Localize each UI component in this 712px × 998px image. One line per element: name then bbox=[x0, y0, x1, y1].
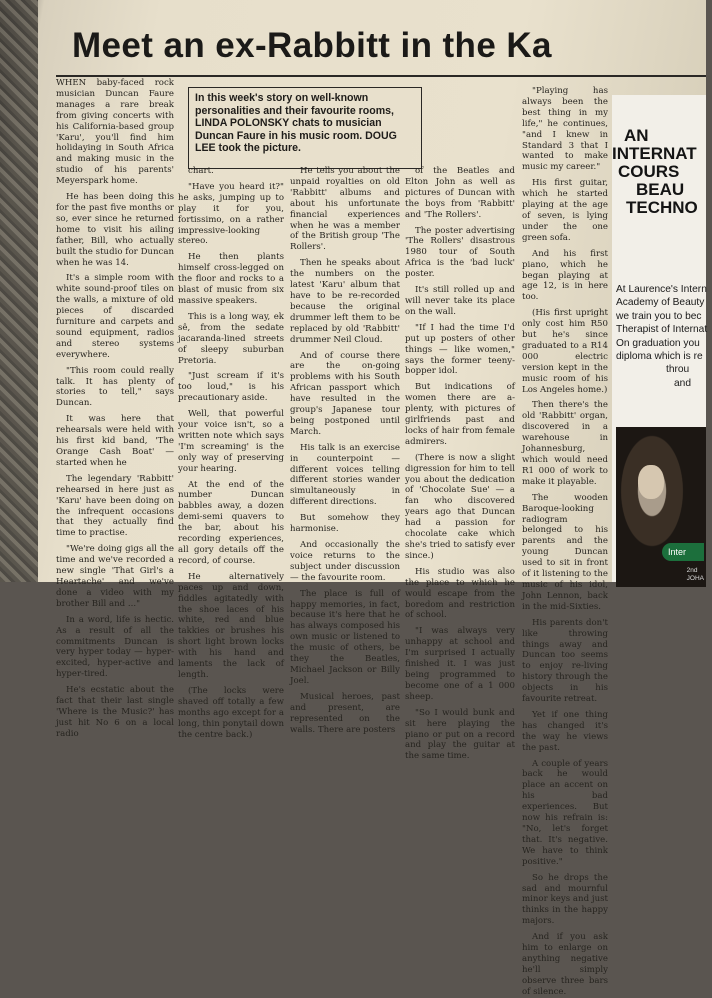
article-paragraph: The legendary 'Rabbitt' rehearsed in here just as 'Karu' have been doing on the infrequent occasions that they actually find time to practise. bbox=[56, 473, 174, 539]
article-column-2 bbox=[178, 166, 284, 740]
article-paragraph: "Playing has always been the best thing in my life," he continues, "and I knew in Standard 3 that I wanted to make music my career." bbox=[522, 86, 608, 173]
article-paragraph: The place is full of happy memories, in fact, because it's here that he has always composed his own music or listened to the music of others, be they the Beatles, Michael Jackson or Billy Joel. bbox=[290, 588, 400, 686]
article-paragraph: He's ecstatic about the fact that their last single 'Where is the Music?' has just hit No 6 on a local radio bbox=[56, 685, 174, 739]
article-paragraph: "I was always very unhappy at school and I'm surprised I actually finished it. I was just being programmed to become one of a 1 000 sheep. bbox=[405, 626, 515, 702]
article-paragraph: He has been doing this for the past five months or so, ever since he returned home to visit his ailing father, Bill, who actually built the studio for Duncan when he was 14. bbox=[56, 192, 174, 268]
ad-body-text bbox=[616, 283, 708, 390]
fabric-background bbox=[0, 0, 38, 582]
ad-photo-code-line: 2nd bbox=[686, 567, 698, 574]
ad-heading-line: AN bbox=[624, 126, 649, 145]
ad-heading-line: COURS bbox=[618, 162, 680, 181]
ad-body-line: Academy of Beauty bbox=[616, 297, 705, 309]
ad-body-line: On graduation you bbox=[616, 337, 700, 349]
article-column-5 bbox=[522, 86, 608, 997]
article-paragraph: Musical heroes, past and present, are represented on the walls. There are posters bbox=[290, 691, 400, 735]
article-paragraph: In a word, life is hectic. As a result of all the commitments Duncan is very hyper today — hyper-excited, hyper-active and hyper-tired. bbox=[56, 614, 174, 680]
article-paragraph: of the Beatles and Elton John as well as pictures of Duncan with the boys from 'Rabbitt' and 'The Rollers'. bbox=[405, 166, 515, 220]
ad-model-photo bbox=[616, 427, 706, 587]
article-paragraph: It's still rolled up and will never take its place on the wall. bbox=[405, 285, 515, 317]
intro-box: In this week's story on well-known personalities and their favourite rooms, LINDA POLONSKY chats to musician Duncan Faure in his music room. DOUG LEE took the picture. bbox=[188, 87, 422, 169]
article-paragraph: The poster advertising 'The Rollers' disastrous 1980 tour of South Africa is the 'bad luck' poster. bbox=[405, 225, 515, 280]
article-paragraph: And his first piano, which he began playing at age 12, is in here too. bbox=[522, 248, 608, 303]
ad-heading-line: TECHNO bbox=[626, 198, 698, 217]
article-paragraph: "This room could really talk. It has plenty of stories to tell," says Duncan. bbox=[56, 365, 174, 409]
ad-body-line: throu bbox=[666, 364, 690, 376]
ad-body-line: Therapist of Internat bbox=[616, 324, 708, 336]
article-paragraph: (His first upright only cost him R50 but he's since graduated to a R14 000 electric version kept in the music room of his Los Angeles home.) bbox=[522, 308, 608, 395]
article-paragraph: So he drops the sad and mournful minor keys and just thinks in the happy majors. bbox=[522, 872, 608, 927]
article-paragraph: A couple of years back he would place an accent on his bad experiences. But now his refrain is: "No, let's forget that. It's negative. We have to think positive." bbox=[522, 758, 608, 867]
article-paragraph: And of course there are the on-going problems with his South African passport which have resulted in the group's Japanese tour being postponed until March. bbox=[290, 350, 400, 437]
article-paragraph: And if you ask him to enlarge on anything negative he'll simply observe three bars of silence. bbox=[522, 932, 608, 997]
ad-heading-line: INTERNAT bbox=[612, 144, 697, 163]
article-paragraph: "Just scream if it's too loud," is his precautionary aside. bbox=[178, 371, 284, 404]
article-paragraph: He then plants himself cross-legged on the floor and rocks to a blast of music from six massive speakers. bbox=[178, 252, 284, 306]
article-paragraph: Yet if one thing has changed it's the way he views the past. bbox=[522, 709, 608, 753]
article-paragraph: But indications of women there are a-plenty, with pictures of girlfriends past and locks of hair from female admirers. bbox=[405, 382, 515, 447]
article-paragraph: At the end of the number Duncan babbles away, a dozen demi-semi quavers to the bar, about his recording experiences, all gory details off the record, of course. bbox=[178, 479, 284, 566]
ad-body-line: At Laurence's Intern bbox=[616, 284, 707, 295]
article-column-1 bbox=[56, 78, 174, 739]
article-column-3 bbox=[290, 166, 400, 735]
ad-body-line: we train you to bec bbox=[616, 310, 702, 322]
ad-body-line: and bbox=[674, 377, 691, 389]
article-paragraph: It was here that rehearsals were held with his first kid band, 'The Orange Cash Boat' — started when he bbox=[56, 414, 174, 468]
article-paragraph: But somehow they harmonise. bbox=[290, 513, 400, 535]
ad-photo-code bbox=[687, 567, 704, 583]
article-paragraph: The wooden Baroque-looking radiogram belonged to his parents and the young Duncan used to sit in front of it listening to the music of his idol, John Lennon, back in the mid-Sixties. bbox=[522, 492, 608, 612]
ad-body-line: diploma which is re bbox=[616, 351, 703, 363]
article-paragraph: His talk is an exercise in counterpoint — different voices telling different stories wander simultaneously in different directions. bbox=[290, 442, 400, 508]
article-paragraph: "So I would bunk and sit here playing the piano or put on a record and play the guitar at the same time. bbox=[405, 707, 515, 762]
article-paragraph: WHEN baby-faced rock musician Duncan Faure manages a rare break from giving concerts with his California-based group 'Karu', you'll find him holidaying in South Africa and making music in the studio of his parents' Meyerspark home. bbox=[56, 78, 174, 187]
article-paragraph: (The locks were shaved off totally a few months ago except for a long, thin ponytail down the centre back.) bbox=[178, 685, 284, 740]
article-paragraph: "Have you heard it?" he asks, jumping up to play it for you, fortissimo, on a rather impressive-looking stereo. bbox=[178, 181, 284, 247]
article-paragraph: His parents don't like throwing things away and Duncan too seems to enjoy re-living history through the objects in his favourite retreat. bbox=[522, 617, 608, 705]
article-paragraph: His first guitar, which he started playing at the age of seven, is lying under the one green sofa. bbox=[522, 178, 608, 243]
article-paragraph: His studio was also the place to which he would escape from the boredom and restriction of school. bbox=[405, 566, 515, 621]
article-paragraph: It's a simple room with white sound-proof tiles on the walls, a mixture of old pieces of discarded furniture and carpets and sound equipment, radios and stereo systems everywhere. bbox=[56, 273, 174, 360]
ad-photo-caption: Inter bbox=[662, 543, 704, 561]
article-paragraph: chart. bbox=[188, 166, 214, 176]
article-paragraph: (There is now a slight digression for him to tell you about the dedication of 'Chocolate Sue' — a fan who discovered years ago that Duncan had a passion for chocolate cake which she's tried to satisfy ever since.) bbox=[405, 452, 515, 561]
article-paragraph: Then he speaks about the numbers on the latest 'Karu' album that have to be re-recorded because the original drummer left them to be replaced by old 'Rabbitt' drummer Neil Cloud. bbox=[290, 258, 400, 345]
model-face bbox=[638, 465, 664, 499]
ad-heading-line: BEAU bbox=[636, 180, 685, 199]
article-paragraph: And occasionally the voice returns to the subject under discussion — the favourite room. bbox=[290, 540, 400, 583]
article-paragraph: "We're doing gigs all the time and we've recorded a new single 'That Girl's a Heartache' and we've done a video with my brother Bill and ..." bbox=[56, 544, 174, 609]
article-paragraph: Well, that powerful your voice isn't, so a written note which says 'I'm screaming' is the only way of preserving your hearing. bbox=[178, 409, 284, 474]
beauty-school-advert bbox=[612, 95, 706, 582]
ad-photo-code-line: JOHA bbox=[686, 575, 704, 582]
article-paragraph: He alternatively paces up and down, fiddles agitatedly with the shoe laces of his white, red and blue takkies or brushes his short light brown locks with his hand and laments the lack of length. bbox=[178, 571, 284, 680]
headline: Meet an ex-Rabbitt in the Ka bbox=[72, 26, 552, 65]
article-paragraph: He tells you about the unpaid royalties on old 'Rabbitt' albums and about his unfortunate financial experiences when he was a member of the British group 'The Rollers'. bbox=[290, 166, 400, 253]
article-column-4 bbox=[405, 166, 515, 762]
article-paragraph: "If I had the time I'd put up posters of other things — like women," says the former teeny-bopper idol. bbox=[405, 322, 515, 377]
article-paragraph: Then there's the old 'Rabbitt' organ, discovered in a warehouse in Johannesburg, which would need R1 000 of work to make it playable. bbox=[522, 400, 608, 487]
article-paragraph: This is a long way, ek sê, from the sedate jacaranda-lined streets of sleepy suburban Pretoria. bbox=[178, 311, 284, 366]
headline-rule bbox=[56, 75, 706, 77]
